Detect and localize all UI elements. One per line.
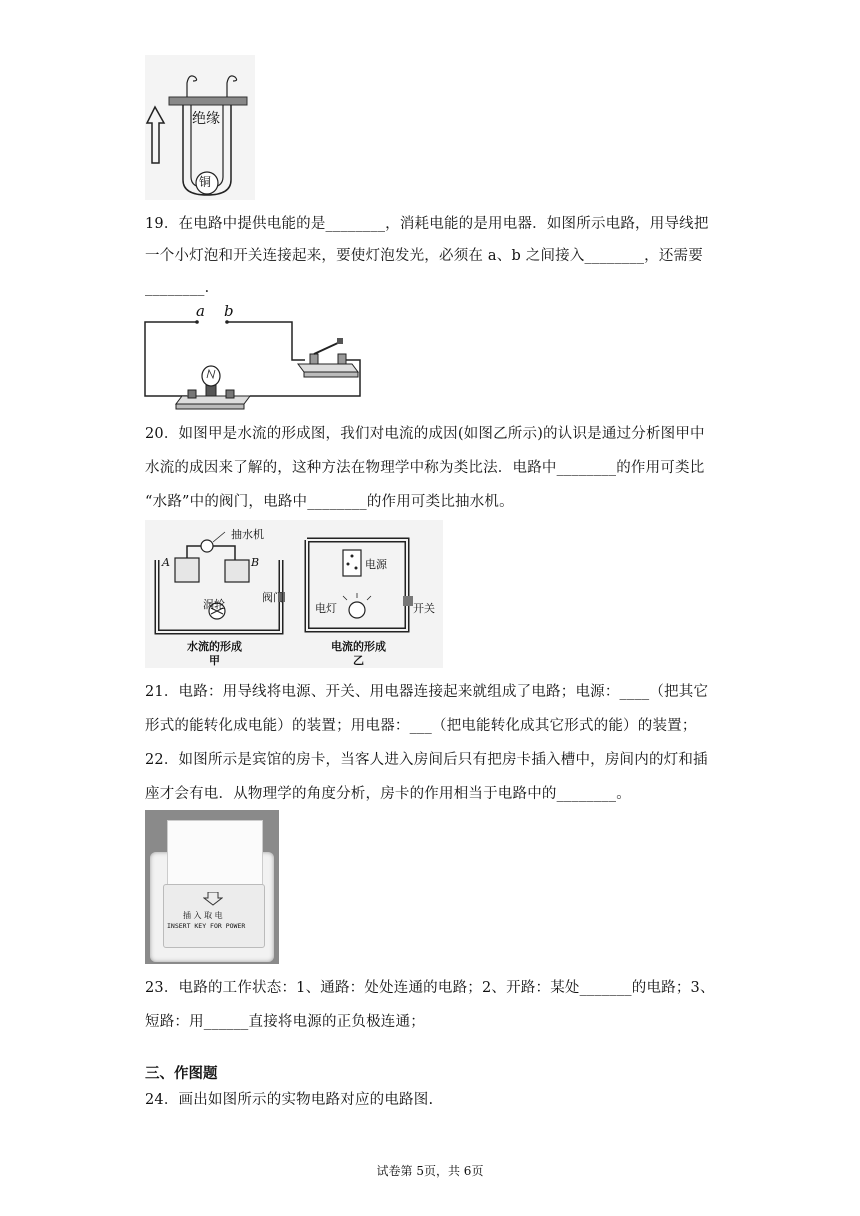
q19-circuit-figure (140, 304, 365, 414)
q20-line-2: 水流的成因来了解的，这种方法在物理学中称为类比法．电路中________的作用可类比 (145, 460, 705, 476)
lamp-label: 电灯 (315, 602, 337, 615)
page-footer: 试卷第 5页，共 6页 (376, 1164, 484, 1178)
q20-line-1: 20．如图甲是水流的形成图，我们对电流的成因(如图乙所示)的认识是通过分析图甲中 (145, 426, 705, 442)
q20-figures (145, 520, 443, 668)
point-b-label: B (251, 556, 260, 569)
q19-line-1: 19．在电路中提供电能的是________，消耗电能的是用电器．如图所示电路，用导线把 (145, 216, 709, 232)
current-caption-yi: 乙 (353, 654, 364, 667)
q19-line-3: ________． (145, 280, 220, 296)
q22-line-1: 22．如图所示是宾馆的房卡，当客人进入房间后只有把房卡插入槽中，房间内的灯和插 (145, 752, 708, 768)
insert-key-cn: 插 入 取 电 (183, 911, 223, 920)
q23-line-1: 23．电路的工作状态：1、通路：处处连通的电路；2、开路：某处_______的电路；3、 (145, 980, 715, 996)
current-caption: 电流的形成 (331, 640, 386, 653)
down-arrow-icon (203, 892, 223, 906)
q24-line-1: 24．画出如图所示的实物电路对应的电路图. (145, 1092, 434, 1108)
q21-line-1: 21．电路：用导线将电源、开关、用电器连接起来就组成了电路；电源：____（把其它 (145, 684, 709, 700)
q19-line-2: 一个小灯泡和开关连接起来，要使灯泡发光，必须在 a、b 之间接入________，还需要 (145, 248, 703, 264)
section-3-heading: 三、作图题 (145, 1066, 218, 1082)
q21-line-2: 形式的能转化成电能）的装置；用电器：___（把电能转化成其它形式的能）的装置； (145, 718, 697, 734)
switch-label: 开关 (413, 602, 435, 615)
water-caption-jia: 甲 (209, 654, 220, 667)
water-caption: 水流的形成 (187, 640, 242, 653)
room-card-photo (145, 810, 279, 964)
q22-line-2: 座才会有电．从物理学的角度分析，房卡的作用相当于电路中的________。 (145, 786, 631, 802)
copper-label: 铜 (199, 175, 212, 189)
insulation-label: 绝缘 (192, 111, 220, 127)
q23-line-2: 短路：用______直接将电源的正负极连通； (145, 1014, 425, 1030)
terminal-b-label: b (224, 302, 234, 320)
q20-line-3: “水路”中的阀门，电路中________的作用可类比抽水机。 (145, 494, 514, 510)
point-a-label: A (162, 556, 170, 569)
insulation-figure (145, 55, 255, 200)
pump-label: 抽水机 (231, 528, 264, 541)
turbine-label: 涡轮 (203, 598, 225, 611)
source-label: 电源 (365, 558, 387, 571)
insert-key-en: INSERT KEY FOR POWER (167, 922, 246, 930)
terminal-a-label: a (196, 302, 205, 320)
valve-label: 阀门 (262, 591, 284, 604)
q19-circuit-diagram (140, 304, 365, 414)
